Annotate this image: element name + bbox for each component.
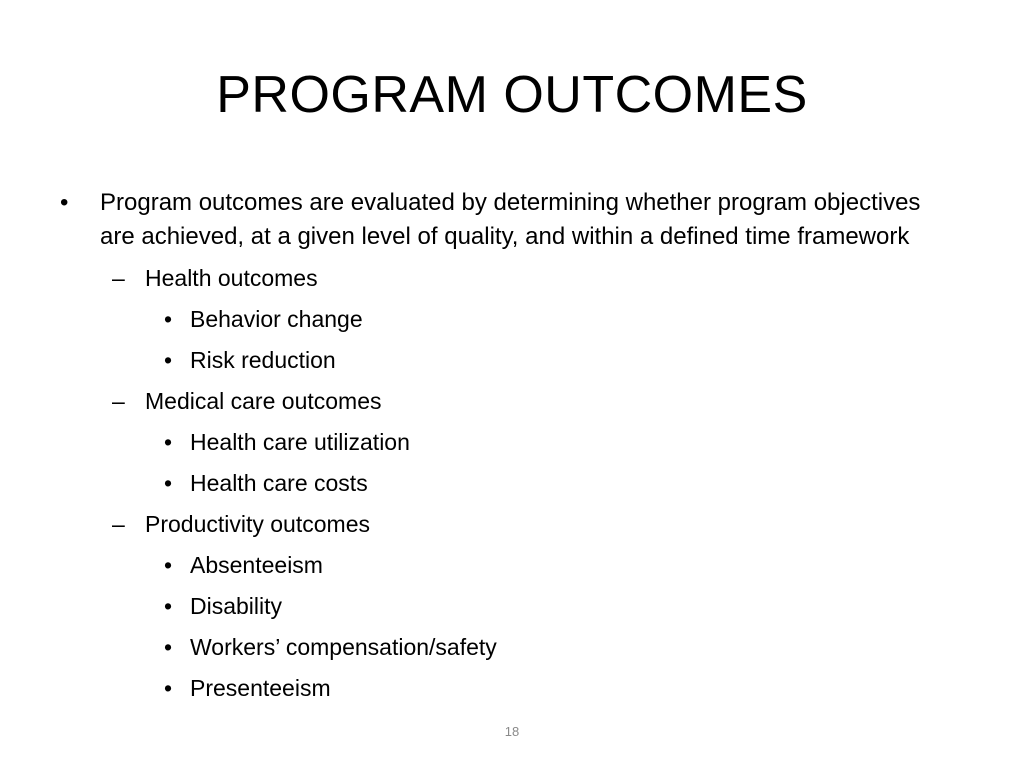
sub-bullet-text: Medical care outcomes bbox=[145, 388, 382, 414]
bullet-item-program-outcomes bbox=[56, 186, 956, 254]
sub-sub-bullet-disability bbox=[56, 589, 956, 623]
bullet-marker: • bbox=[164, 675, 173, 701]
bullet-marker: • bbox=[164, 552, 173, 578]
sub-bullet-medical-care-outcomes bbox=[56, 384, 956, 418]
sub-sub-bullet-text: Health care utilization bbox=[190, 429, 410, 455]
sub-sub-bullet-health-care-costs bbox=[56, 466, 956, 500]
sub-sub-bullet-presenteeism bbox=[56, 671, 956, 705]
sub-bullet-text: Productivity outcomes bbox=[145, 511, 370, 537]
bullet-marker: • bbox=[164, 347, 173, 373]
bullet-marker: • bbox=[164, 470, 173, 496]
bullet-marker: • bbox=[164, 593, 173, 619]
bullet-marker: • bbox=[164, 634, 173, 660]
sub-sub-bullet-risk-reduction bbox=[56, 343, 956, 377]
sub-sub-bullet-text: Workers’ compensation/safety bbox=[190, 634, 497, 660]
bullet-marker: • bbox=[164, 429, 173, 455]
sub-bullet-health-outcomes bbox=[56, 261, 956, 295]
sub-sub-bullet-text: Health care costs bbox=[190, 470, 368, 496]
page-number: 18 bbox=[504, 724, 520, 739]
bullet-list bbox=[56, 186, 956, 705]
sub-sub-bullet-text: Absenteeism bbox=[190, 552, 323, 578]
dash-marker: – bbox=[112, 511, 125, 537]
dash-marker: – bbox=[112, 388, 125, 414]
slide-title: PROGRAM OUTCOMES bbox=[216, 66, 808, 124]
sub-sub-bullet-text: Risk reduction bbox=[190, 347, 336, 373]
sub-sub-bullet-text: Presenteeism bbox=[190, 675, 331, 701]
sub-sub-bullet-absenteeism bbox=[56, 548, 956, 582]
sub-sub-bullet-health-care-utilization bbox=[56, 425, 956, 459]
dash-marker: – bbox=[112, 265, 125, 291]
sub-sub-bullet-workers-compensation bbox=[56, 630, 956, 664]
sub-bullet-text: Health outcomes bbox=[145, 265, 318, 291]
sub-bullet-productivity-outcomes bbox=[56, 507, 956, 541]
sub-sub-bullet-text: Disability bbox=[190, 593, 283, 619]
bullet-marker: • bbox=[60, 189, 69, 216]
bullet-text: Program outcomes are evaluated by determining whether program objectives are achieved, at a given level of quality, and within a defined time framework bbox=[100, 189, 921, 250]
sub-sub-bullet-text: Behavior change bbox=[190, 306, 363, 332]
sub-sub-bullet-behavior-change bbox=[56, 302, 956, 336]
bullet-marker: • bbox=[164, 306, 173, 332]
